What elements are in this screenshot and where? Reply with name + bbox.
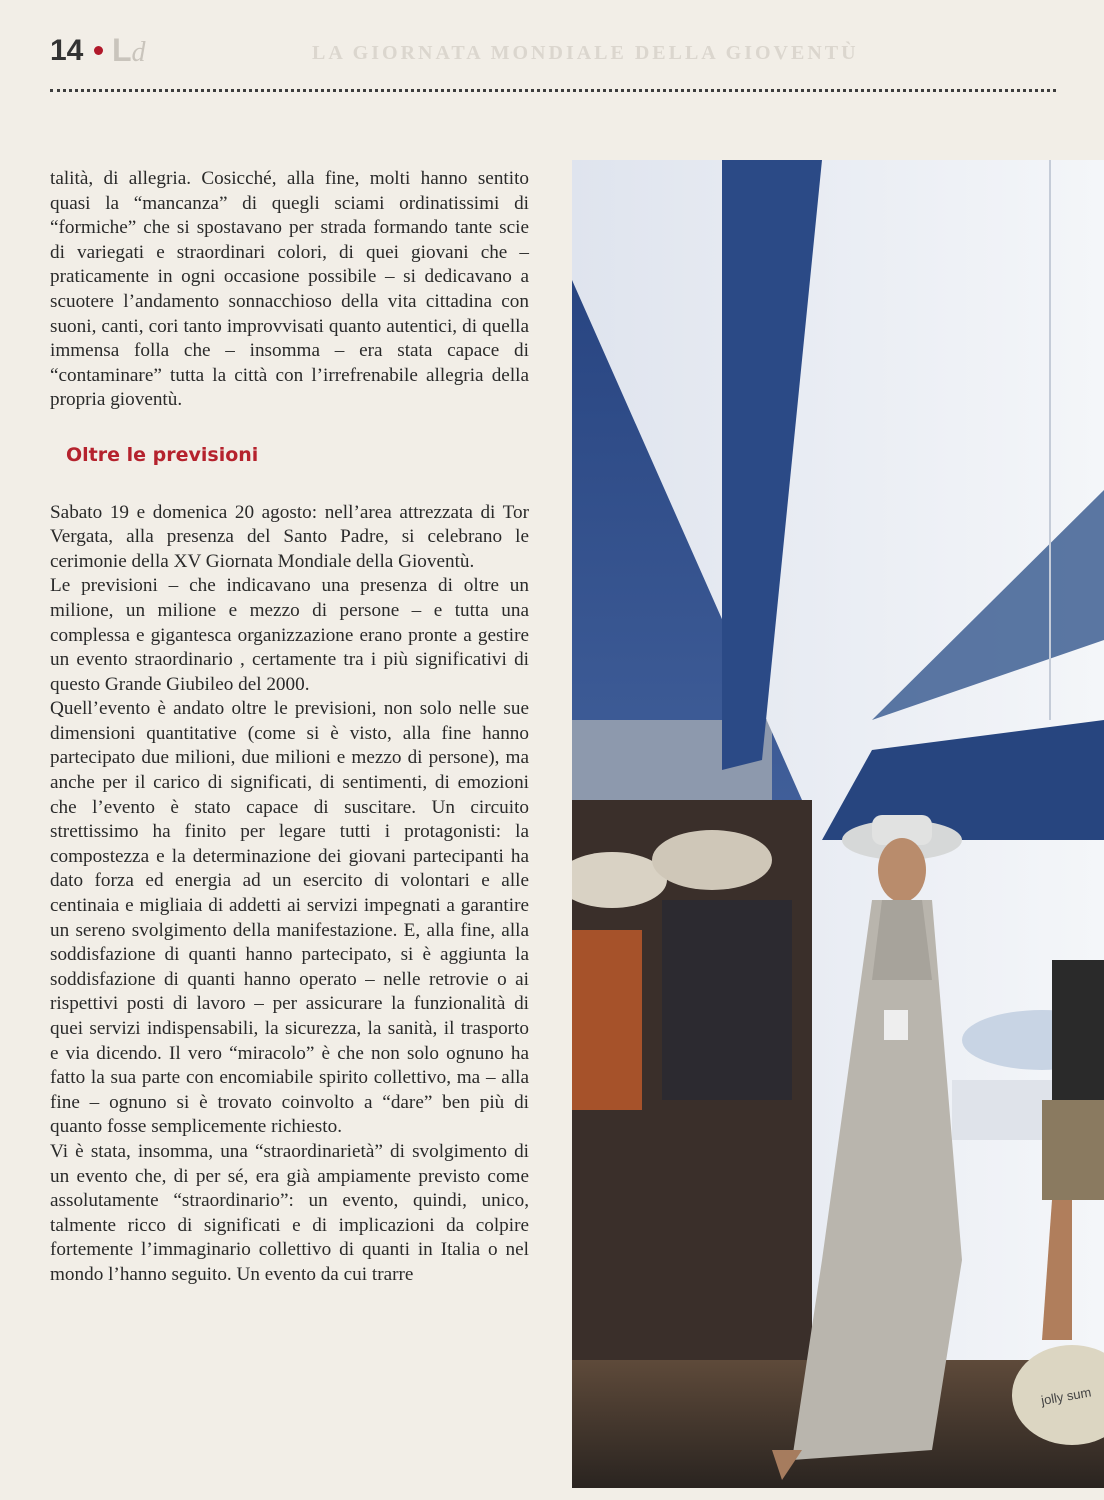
paragraph-4: Vi è stata, insomma, una “straordinarietà” di svolgimento di un evento che, di per sé, era già ampiamente previsto come assolutamente “straordinario”: un evento, quindi, unico, talmente ricco di significati e di implicazioni da colpire fortemente l’immaginario collettivo di quanti in Italia o nel mondo l’hanno seguito. Un evento da cui trarre [50, 1140, 529, 1285]
header-bullet [94, 46, 103, 55]
right-person-shorts [1042, 1100, 1104, 1200]
event-photo [572, 160, 1104, 1488]
woman-dress-top [872, 900, 932, 980]
section-heading: Oltre le previsioni [66, 443, 259, 466]
person-shirt [662, 900, 792, 1100]
paragraph-1: Sabato 19 e domenica 20 agosto: nell’area attrezzata di Tor Vergata, alla presenza del Santo Padre, si celebrano le cerimonie della XV Giornata Mondiale della Gioventù. [50, 501, 529, 572]
right-person-shirt [1052, 960, 1104, 1100]
woman-face [878, 838, 926, 902]
paragraph-2: Le previsioni – che indicavano una presenza di oltre un milione, un milione e mezzo di persone – e tutta una complessa e gigantesca organizzazione erano pronte a gestire un evento straordinario , certamente tra i più significativi di questo Grande Giubileo del 2000. [50, 575, 529, 695]
page-header [50, 34, 1060, 74]
running-title: LA GIORNATA MONDIALE DELLA GIOVENTÙ [312, 42, 859, 64]
backpack-label: jolly sum [1039, 1384, 1093, 1408]
intro-paragraph: talità, di allegria. Cosicché, alla fine, molti hanno sentito quasi la “mancanza” di quegli sciami ordinatissimi di “formiche” che si spostavano per strada formando tante scie di variegati e straordinari colori, di quei giovani che – praticamente in ogni occasione possibile – si dedicavano a scuotere l’andamento sonnacchioso della vita cittadina con suoni, canti, cori tanto improvvisati quanto autentici, di quella immensa folla che – insomma – era stata capace di “contaminare” tutta la città con l’irrefrenabile allegria della propria gioventù. [50, 168, 529, 411]
page-number: 14 [50, 34, 84, 67]
magazine-logo: Ld [112, 32, 146, 68]
article-column [50, 167, 529, 1288]
badge [884, 1010, 908, 1040]
dotted-rule [50, 89, 1056, 92]
person-orange [572, 930, 642, 1110]
paragraph-3: Quell’evento è andato oltre le previsioni, non solo nelle sue dimensioni quantitative (come si è visto, alla fine hanno partecipato due milioni, due milioni e mezzo di persone), ma anche per il carico di significati, di sentimenti, di emozioni che l’evento è stato capace di suscitare. Un circuito strettissimo ha finito per legare tutti i protagonisti: la compostezza e la determinazione dei giovani partecipanti ha dato forza ed energia ad un esercito di volontari e alle centinaia e migliaia di addetti ai servizi impegnati a garantire un sereno svolgimento della manifestazione. E, alla fine, alla soddisfazione di quanti hanno partecipato, si è aggiunta la soddisfazione di quanti hanno operato – nelle retrovie o ai rispettivi posti di lavoro – per assicurare la funzionalità di quei servizi indispensabili, la sicurezza, la sanità, il trasporto e via dicendo. Il vero “miracolo” è che non solo ognuno ha fatto la sua parte con encomiabile spirito collettivo, ma – alla fine – ognuno si è trovato coinvolto a “dare” ben più di quanto fosse semplicemente richiesto. [50, 698, 529, 1138]
hat-middle [652, 830, 772, 890]
